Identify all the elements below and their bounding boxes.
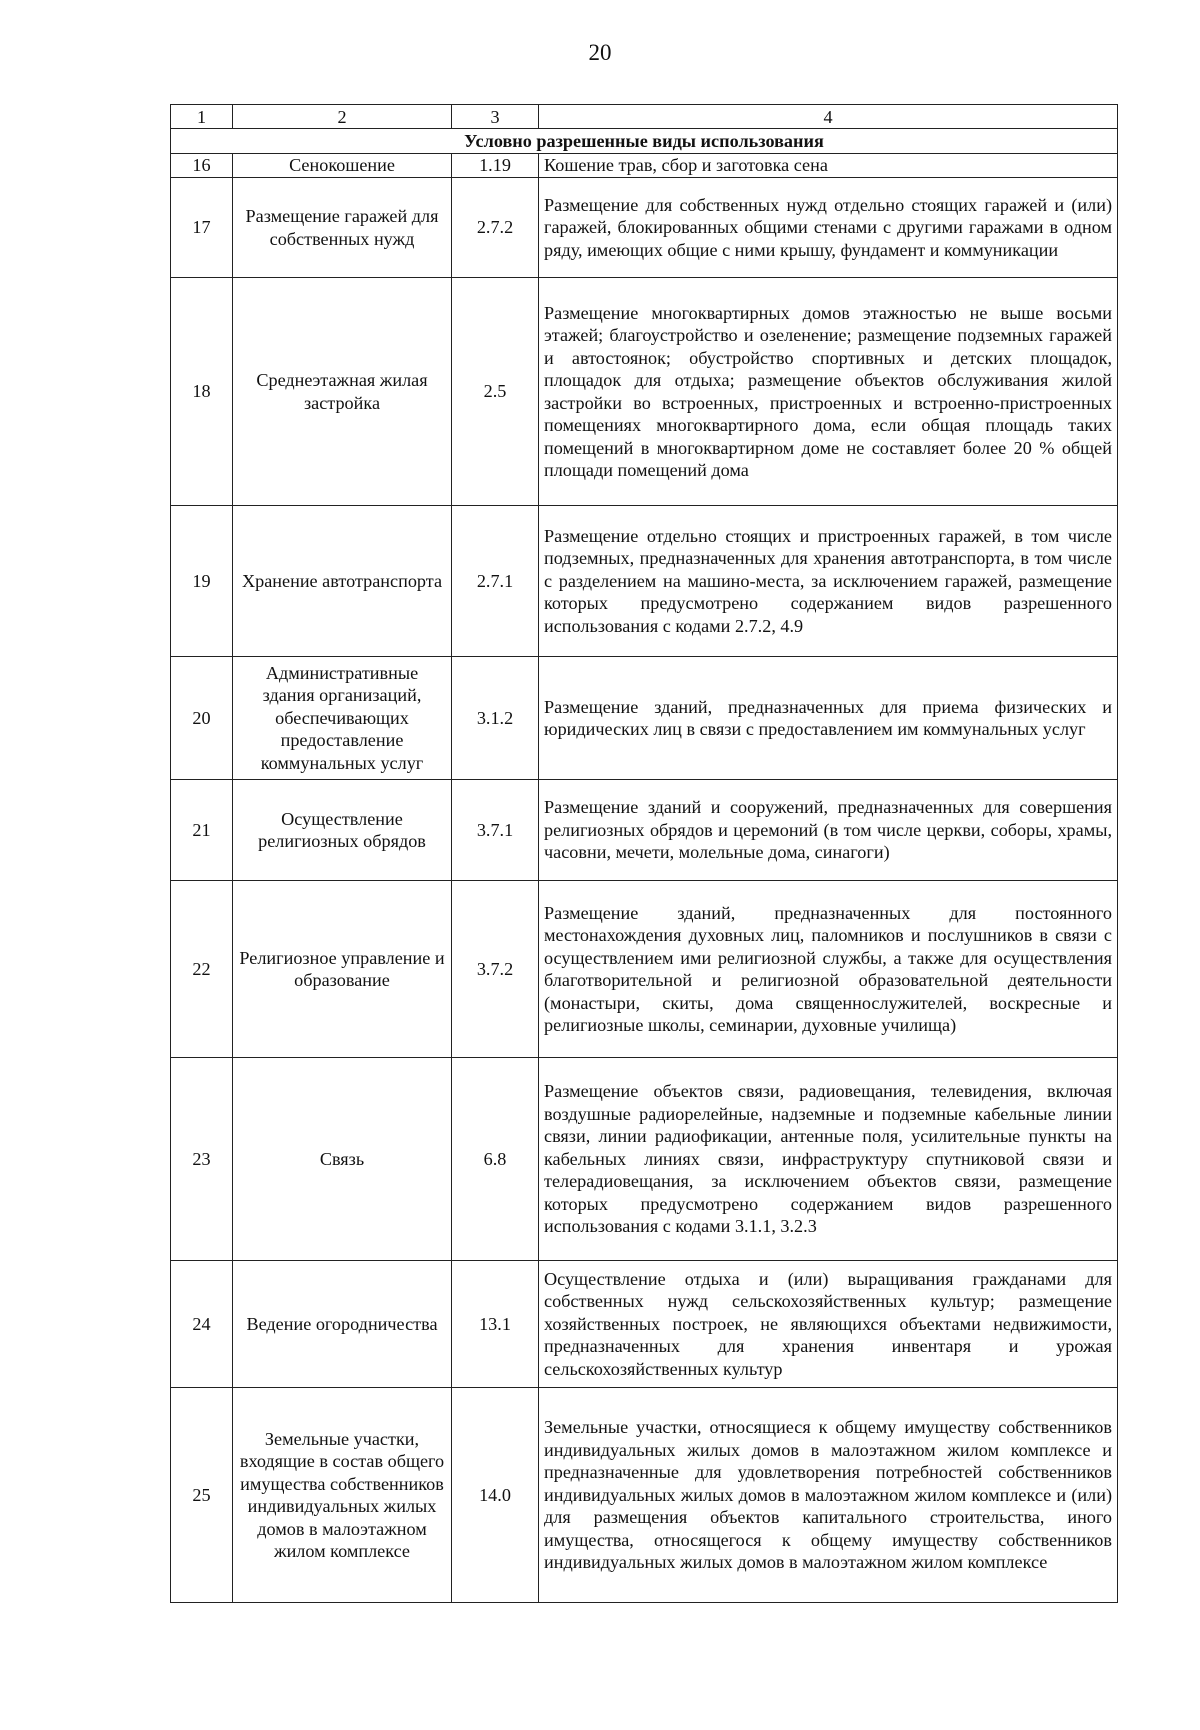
table-row xyxy=(171,1058,1118,1261)
use-name: Хранение автотранспорта xyxy=(233,506,452,657)
use-code: 14.0 xyxy=(452,1388,539,1603)
use-name: Ведение огородничества xyxy=(233,1261,452,1388)
table-row xyxy=(171,278,1118,506)
column-header-code: 3 xyxy=(452,105,539,129)
column-header-description: 4 xyxy=(539,105,1118,129)
table-row xyxy=(171,1261,1118,1388)
use-name: Сенокошение xyxy=(233,154,452,178)
use-description: Осуществление отдыха и (или) выращивания гражданами для собственных нужд сельскохозяйственных культур; размещение хозяйственных построек, не являющихся объектами недвижимости, предназначенных для хранения инвентаря и урожая сельскохозяйственных культур xyxy=(539,1261,1118,1388)
table-row xyxy=(171,154,1118,178)
use-code: 3.7.1 xyxy=(452,780,539,881)
row-number: 23 xyxy=(171,1058,233,1261)
use-description: Размещение зданий, предназначенных для постоянного местонахождения духовных лиц, паломников и послушников в связи с осуществлением ими религиозной службы, а также для осуществления благотворительной и религиозной образовательной деятельности (монастыри, скиты, дома священнослужителей, воскресные и религиозные школы, семинарии, духовные училища) xyxy=(539,881,1118,1058)
use-description: Размещение отдельно стоящих и пристроенных гаражей, в том числе подземных, предназначенных для хранения автотранспорта, в том числе с разделением на машино-места, за исключением гаражей, размещение которых предусмотрено содержанием видов разрешенного использования с кодами 2.7.2, 4.9 xyxy=(539,506,1118,657)
use-name: Связь xyxy=(233,1058,452,1261)
section-title: Условно разрешенные виды использования xyxy=(171,129,1118,154)
use-code: 3.1.2 xyxy=(452,657,539,780)
use-description: Размещение объектов связи, радиовещания, телевидения, включая воздушные радиорелейные, надземные и подземные кабельные линии связи, линии радиофикации, антенные поля, усилительные пункты на кабельных линиях связи, инфраструктуру спутниковой связи и телерадиовещания, за исключением объектов связи, размещение которых предусмотрено содержанием видов разрешенного использования с кодами 3.1.1, 3.2.3 xyxy=(539,1058,1118,1261)
row-number: 16 xyxy=(171,154,233,178)
table-row xyxy=(171,178,1118,278)
row-number: 22 xyxy=(171,881,233,1058)
row-number: 19 xyxy=(171,506,233,657)
use-code: 6.8 xyxy=(452,1058,539,1261)
use-name: Административные здания организаций, обеспечивающих предоставление коммунальных услуг xyxy=(233,657,452,780)
table-row xyxy=(171,1388,1118,1603)
row-number: 25 xyxy=(171,1388,233,1603)
use-name: Размещение гаражей для собственных нужд xyxy=(233,178,452,278)
use-name: Земельные участки, входящие в состав общего имущества собственников индивидуальных жилых домов в малоэтажном жилом комплексе xyxy=(233,1388,452,1603)
row-number: 17 xyxy=(171,178,233,278)
column-header-row xyxy=(171,105,1118,129)
use-name: Осуществление религиозных обрядов xyxy=(233,780,452,881)
column-header-num: 1 xyxy=(171,105,233,129)
use-description: Размещение для собственных нужд отдельно стоящих гаражей и (или) гаражей, блокированных общими стенами с другими гаражами в одном ряду, имеющих общие с ними крышу, фундамент и коммуникации xyxy=(539,178,1118,278)
use-name: Религиозное управление и образование xyxy=(233,881,452,1058)
use-description: Земельные участки, относящиеся к общему имуществу собственников индивидуальных жилых домов в малоэтажном жилом комплексе и предназначенные для удовлетворения потребностей собственников индивидуальных жилых домов в малоэтажном жилом комплексе и (или) для размещения объектов капитального строительства, иного имущества, относящегося к общему имуществу собственников индивидуальных жилых домов в малоэтажном жилом комплексе xyxy=(539,1388,1118,1603)
use-description: Размещение зданий, предназначенных для приема физических и юридических лиц в связи с предоставлением им коммунальных услуг xyxy=(539,657,1118,780)
column-header-name: 2 xyxy=(233,105,452,129)
use-code: 2.5 xyxy=(452,278,539,506)
table-row xyxy=(171,780,1118,881)
use-code: 1.19 xyxy=(452,154,539,178)
use-code: 13.1 xyxy=(452,1261,539,1388)
use-name: Среднеэтажная жилая застройка xyxy=(233,278,452,506)
row-number: 20 xyxy=(171,657,233,780)
section-title-row xyxy=(171,129,1118,154)
row-number: 18 xyxy=(171,278,233,506)
use-description: Размещение зданий и сооружений, предназначенных для совершения религиозных обрядов и церемоний (в том числе церкви, соборы, храмы, часовни, мечети, молельные дома, синагоги) xyxy=(539,780,1118,881)
row-number: 21 xyxy=(171,780,233,881)
table-row xyxy=(171,881,1118,1058)
table-row xyxy=(171,657,1118,780)
use-description: Кошение трав, сбор и заготовка сена xyxy=(539,154,1118,178)
use-description: Размещение многоквартирных домов этажностью не выше восьми этажей; благоустройство и озеленение; размещение подземных гаражей и автостоянок; обустройство спортивных и детских площадок, площадок для отдыха; размещение объектов обслуживания жилой застройки во встроенных, пристроенных и встроенно-пристроенных помещениях многоквартирного дома, если общая площадь таких помещений в многоквартирном доме не составляет более 20 % общей площади помещений дома xyxy=(539,278,1118,506)
table-row xyxy=(171,506,1118,657)
land-use-table xyxy=(170,104,1118,1603)
page-number: 20 xyxy=(588,40,612,65)
use-code: 3.7.2 xyxy=(452,881,539,1058)
row-number: 24 xyxy=(171,1261,233,1388)
use-code: 2.7.1 xyxy=(452,506,539,657)
use-code: 2.7.2 xyxy=(452,178,539,278)
